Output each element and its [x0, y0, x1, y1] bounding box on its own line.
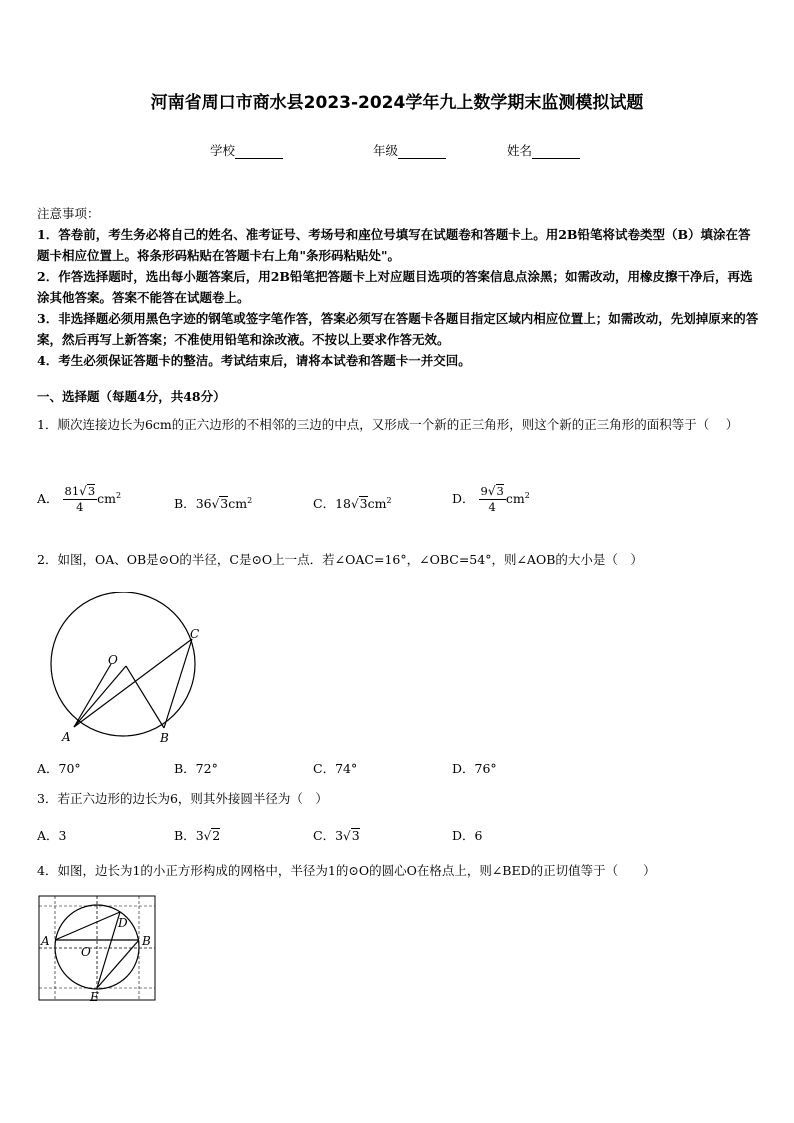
grade-label: 年级: [373, 143, 399, 158]
section-heading: 一、选择题（每题4分，共48分）: [37, 389, 226, 404]
q2-circle-figure: [36, 592, 216, 752]
label-a: A: [62, 730, 71, 744]
notes-heading: 注意事项：: [37, 206, 100, 221]
q2-option-c[interactable]: C．74°: [313, 761, 358, 776]
question-3-text: 3．若正六边形的边长为6，则其外接圆半径为（ ）: [37, 791, 328, 806]
school-label: 学校: [210, 143, 236, 158]
note-item: 4．考生必须保证答题卡的整洁。考试结束后，请将本试卷和答题卡一并交回。: [37, 353, 471, 368]
note-item: 2．作答选择题时，选出每小题答案后，用2B铅笔把答题卡上对应题目选项的答案信息点涂黑；如需改动，用橡皮擦干净后，再选涂其他答案。答案不能答在试题卷上。: [37, 269, 753, 305]
q3-option-a[interactable]: A．3: [37, 828, 67, 843]
label-b: B: [160, 731, 169, 745]
grade-field[interactable]: [373, 141, 446, 159]
note-item: 3．非选择题必须用黑色字迹的钢笔或签字笔作答，答案必须写在答题卡各题目指定区域内相应位置上；如需改动，先划掉原来的答案，然后再写上新答案；不准使用铅笔和涂改液。不按以上要求作答无效。: [37, 311, 759, 347]
label-e: E: [90, 990, 99, 1004]
q3-option-d[interactable]: D．6: [452, 828, 483, 843]
q3-option-c[interactable]: C．3√3: [313, 828, 360, 843]
q3-option-b[interactable]: B．3√2: [174, 828, 221, 843]
label-o: O: [108, 653, 118, 667]
name-field[interactable]: [507, 141, 580, 159]
q1-option-a[interactable]: A． $\frac{81√3}{4}$ $cm^2$: [37, 484, 122, 514]
label-a: A: [41, 934, 50, 948]
school-field[interactable]: [210, 141, 283, 159]
q1-option-d[interactable]: D． $\frac{9√3}{4}$ $cm^2$: [452, 484, 530, 514]
name-label: 姓名: [507, 143, 533, 158]
question-1-text: 1．顺次连接边长为6cm的正六边形的不相邻的三边的中点，又形成一个新的正三角形，则这个新的正三角形的面积等于（ ）: [37, 417, 739, 432]
note-item: 1．答卷前，考生务必将自己的姓名、准考证号、考场号和座位号填写在试题卷和答题卡上。用2B铅笔将试卷类型（B）填涂在答题卡相应位置上。将条形码粘贴在答题卡右上角"条形码粘贴处"。: [37, 227, 751, 263]
q4-grid-figure: [36, 893, 160, 1005]
notes: [37, 203, 759, 371]
q1-option-b[interactable]: B．$36√3cm^2$: [174, 495, 253, 511]
q2-option-a[interactable]: A．70°: [37, 761, 81, 776]
label-o: O: [81, 945, 91, 959]
q2-option-d[interactable]: D．76°: [452, 761, 497, 776]
page-title: 河南省周口市商水县2023-2024学年九上数学期末监测模拟试题: [150, 93, 644, 113]
label-d: D: [118, 916, 128, 930]
label-c: C: [190, 627, 200, 641]
label-b: B: [142, 934, 151, 948]
question-2-text: 2．如图，OA、OB是⊙O的半径，C是⊙O上一点．若∠OAC=16°，∠OBC=54°，则∠AOB的大小是（ ）: [37, 552, 643, 567]
q2-option-b[interactable]: B．72°: [174, 761, 218, 776]
q1-option-c[interactable]: C．$18√3cm^2$: [313, 495, 392, 511]
question-4-text: 4．如图，边长为1的小正方形构成的网格中，半径为1的⊙O的圆心O在格点上，则∠BED的正切值等于（ ）: [37, 863, 656, 878]
